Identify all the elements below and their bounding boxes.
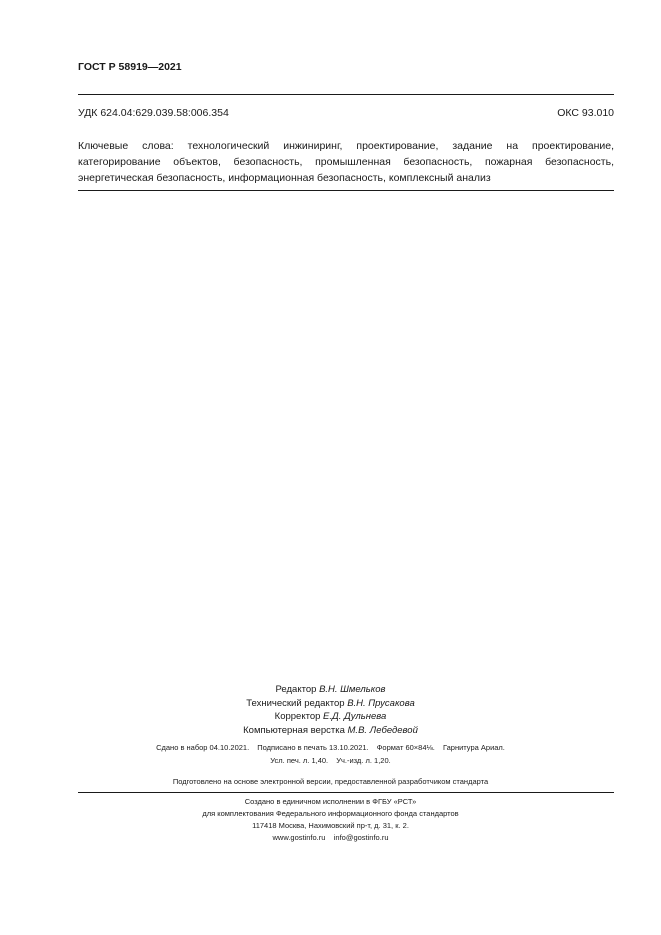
- standard-number: ГОСТ Р 58919—2021: [78, 61, 182, 73]
- keywords-label: Ключевые слова:: [78, 140, 174, 152]
- credit-name: В.Н. Прусакова: [347, 697, 415, 709]
- keywords-block: [78, 138, 614, 186]
- publisher-line-1: Создано в единичном исполнении в ФГБУ «РСТ»: [244, 797, 417, 806]
- header-divider: [78, 94, 614, 95]
- credits-block: [0, 683, 661, 737]
- credit-role: Редактор: [275, 684, 317, 695]
- format: Формат 60×84⅛.: [376, 743, 435, 752]
- credit-editor: [0, 683, 661, 697]
- credit-layout: [0, 724, 661, 738]
- publisher-line-2: для комплектования Федерального информационного фонда стандартов: [202, 809, 459, 818]
- oks-code: ОКС 93.010: [557, 107, 614, 119]
- credit-name: Е.Д. Дульнева: [323, 711, 387, 722]
- credit-role: Корректор: [274, 711, 321, 722]
- credit-name: В.Н. Шмельков: [319, 684, 386, 695]
- prepared-note: Подготовлено на основе электронной версии, предоставленной разработчиком стандарта: [172, 777, 489, 786]
- imprint-divider: [78, 792, 614, 793]
- udk-code: УДК 624.04:629.039.58:006.354: [78, 107, 229, 119]
- credit-name: М.В. Лебедевой: [347, 724, 418, 736]
- credit-role: Технический редактор: [246, 697, 345, 709]
- publisher-sheets-value: Уч.-изд. л. 1,20.: [336, 756, 391, 765]
- credit-role: Компьютерная верстка: [243, 724, 345, 736]
- credit-corrector: [0, 710, 661, 724]
- keywords-text: технологический инжиниринг, проектирование, задание на проектирование, категорирование объектов, безопасность, промышленная безопасность, пожарная безопасность, энергетическая безопасность, информационная безопасность, комплексный анализ: [78, 140, 615, 184]
- typeface: Гарнитура Ариал.: [442, 743, 505, 752]
- publisher-address: 117418 Москва, Нахимовский пр-т, д. 31, к. 2.: [252, 821, 409, 830]
- print-sheets: [0, 755, 661, 767]
- typeset-date: Сдано в набор 04.10.2021.: [156, 743, 250, 752]
- print-sheets-value: Усл. печ. л. 1,40.: [270, 756, 329, 765]
- print-details: [0, 742, 661, 754]
- publisher-web: www.gostinfo.ru info@gostinfo.ru: [272, 833, 389, 842]
- credit-tech-editor: [0, 697, 661, 711]
- signed-date: Подписано в печать 13.10.2021.: [257, 743, 369, 752]
- keywords-divider: [78, 190, 614, 191]
